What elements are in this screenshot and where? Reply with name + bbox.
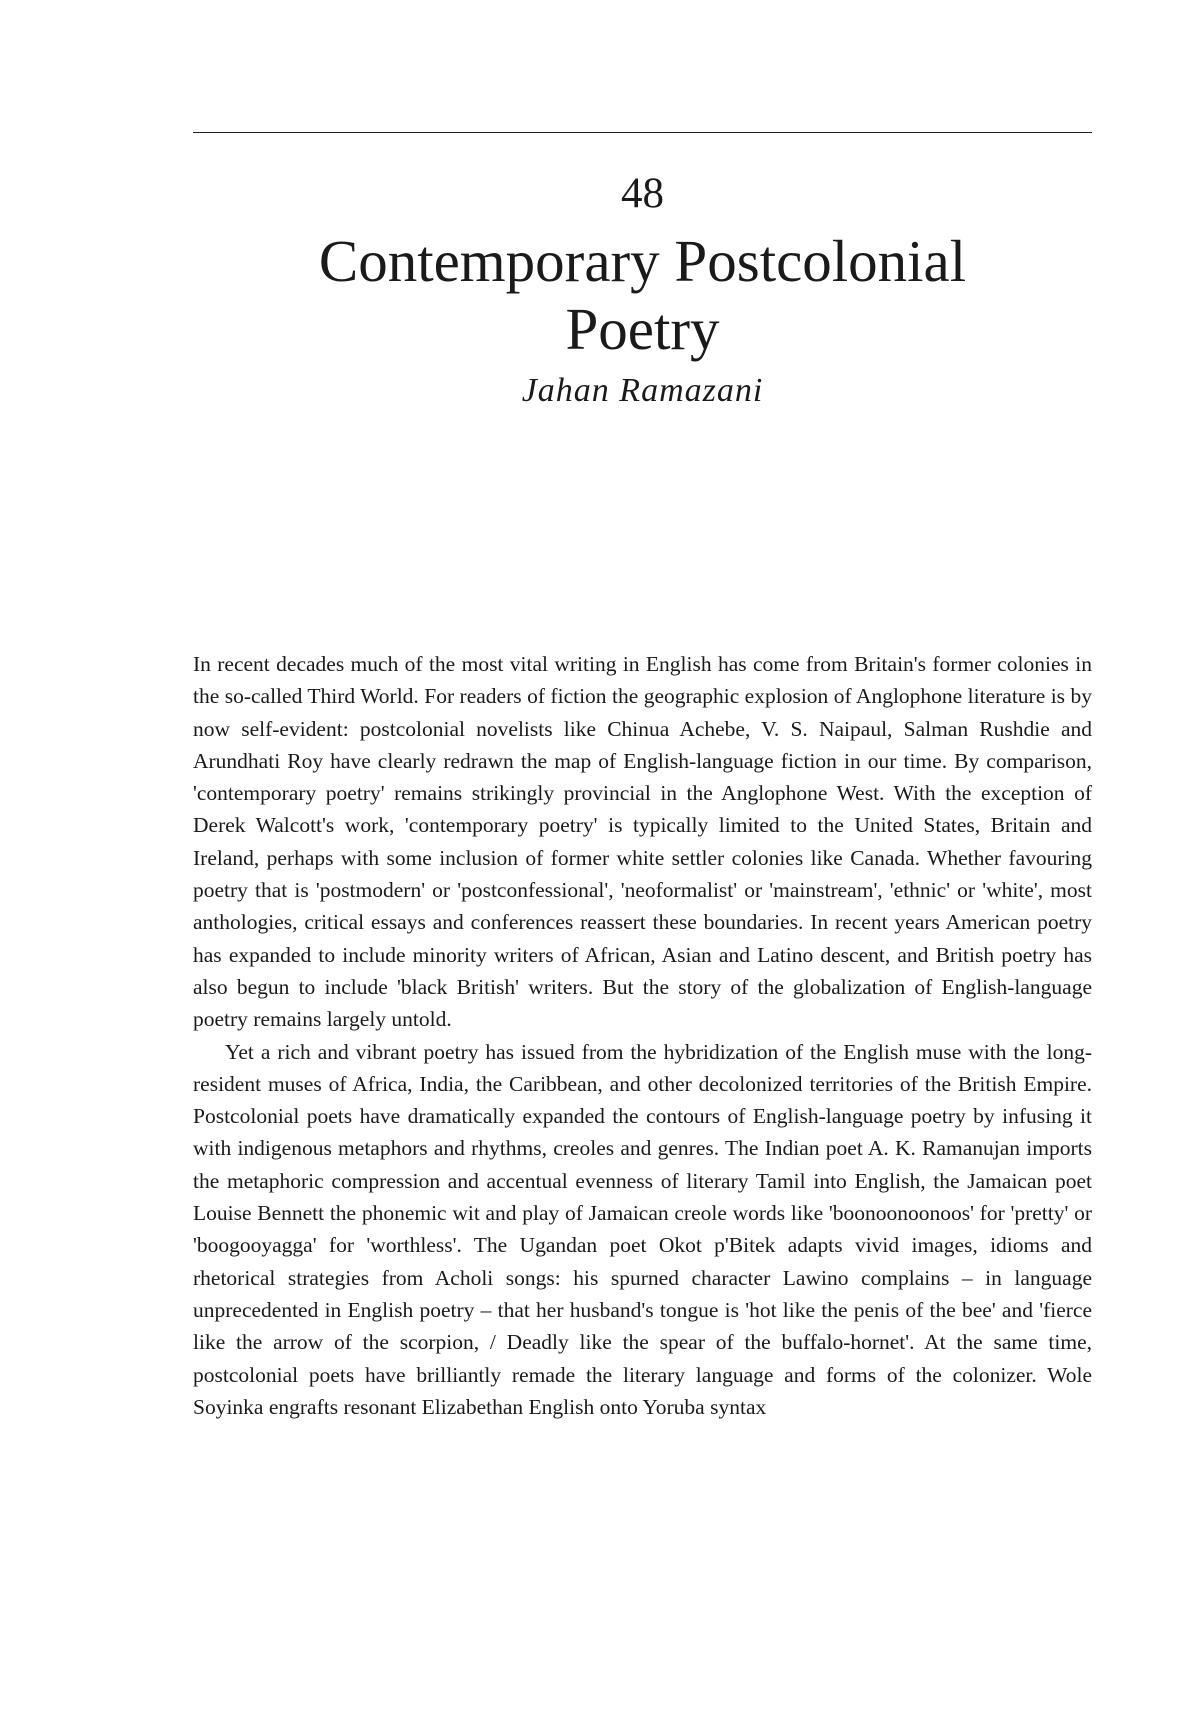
header-rule: [193, 132, 1092, 133]
chapter-title-line-2: Poetry: [565, 296, 720, 362]
paragraph-2: Yet a rich and vibrant poetry has issued from the hybridization of the English muse with the long-resident muses of Africa, India, the Caribbean, and other decolonized territories of the British Empire. Postcolonial poets have dramatically expanded the contours of English-language poetry by infusing it with indigenous metaphors and rhythms, creoles and genres. The Indian poet A. K. Ramanujan imports the metaphoric compression and accentual evenness of literary Tamil into English, the Jamaican poet Louise Bennett the phonemic wit and play of Jamaican creole words like 'boonoonoonoos' for 'pretty' or 'boogooyagga' for 'worthless'. The Ugandan poet Okot p'Bitek adapts vivid images, idioms and rhetorical strategies from Acholi songs: his spurned character Lawino complains – in language unprecedented in English poetry – that her husband's tongue is 'hot like the penis of the bee' and 'fierce like the arrow of the scorpion, / Deadly like the spear of the buffalo-hornet'. At the same time, postcolonial poets have brilliantly remade the literary language and forms of the colonizer. Wole Soyinka engrafts resonant Elizabethan English onto Yoruba syntax: [193, 1039, 1092, 1419]
body-text: [193, 648, 1092, 1423]
chapter-number: 48: [621, 170, 664, 217]
paragraph-1: In recent decades much of the most vital writing in English has come from Britain's former colonies in the so-called Third World. For readers of fiction the geographic explosion of Anglophone literature is by now self-evident: postcolonial novelists like Chinua Achebe, V. S. Naipaul, Salman Rushdie and Arundhati Roy have clearly redrawn the map of English-language fiction in our time. By comparison, 'contemporary poetry' remains strikingly provincial in the Anglophone West. With the exception of Derek Walcott's work, 'contemporary poetry' is typically limited to the United States, Britain and Ireland, perhaps with some inclusion of former white settler colonies like Canada. Whether favouring poetry that is 'postmodern' or 'postconfessional', 'neoformalist' or 'mainstream', 'ethnic' or 'white', most anthologies, critical essays and conferences reassert these boundaries. In recent years American poetry has expanded to include minority writers of African, Asian and Latino descent, and British poetry has also begun to include 'black British' writers. But the story of the globalization of English-language poetry remains largely untold.: [193, 652, 1092, 1032]
chapter-author: Jahan Ramazani: [521, 372, 764, 409]
chapter-title: [193, 227, 1092, 363]
chapter-title-line-1: Contemporary Postcolonial: [318, 228, 967, 294]
